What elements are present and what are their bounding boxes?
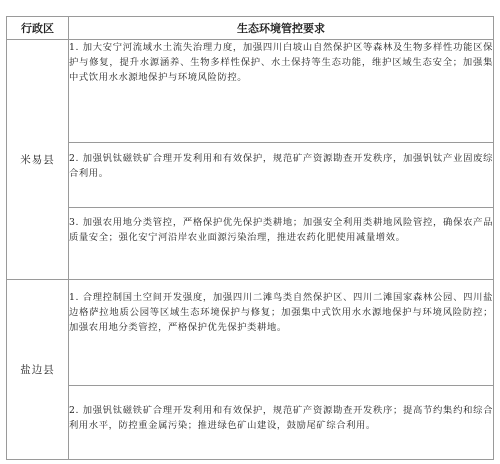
table-row xyxy=(7,386,494,460)
requirement-cell xyxy=(69,143,494,208)
table-row xyxy=(7,208,494,280)
region-miyi: 米易县 xyxy=(7,40,69,280)
requirement-cell xyxy=(69,386,494,460)
table-header-row xyxy=(7,17,494,40)
header-region: 行政区 xyxy=(7,17,69,40)
requirement-cell xyxy=(69,208,494,280)
requirement-cell xyxy=(69,280,494,386)
requirement-text: 1. 加大安宁河流域水土流失治理力度，加强四川白坡山自然保护区等森林及生物多样性功能区保护与修复，提升水源涵养、生物多样性保护、水土保持等生态功能，维护区域生态安全；加强集中式饮用水水源地保护与环境风险防控。 xyxy=(69,42,493,83)
table-row xyxy=(7,280,494,386)
eco-control-table xyxy=(6,16,494,460)
requirement-cell xyxy=(69,40,494,143)
table-row xyxy=(7,143,494,208)
requirement-text: 2. 加强钒钛磁铁矿合理开发利用和有效保护，规范矿产资源勘查开发秩序，加强钒钛产业固废综合利用。 xyxy=(69,153,493,179)
requirement-text: 2. 加强钒钛磁铁矿合理开发利用和有效保护，规范矿产资源勘查开发秩序；提高节约集约和综合利用水平，防控重金属污染；推进绿色矿山建设，鼓励尾矿综合利用。 xyxy=(69,405,493,431)
requirement-text: 3. 加强农用地分类管控，严格保护优先保护类耕地；加强安全利用类耕地风险管控，确保农产品质量安全；强化安宁河沿岸农业面源污染治理，推进农药化肥使用减量增效。 xyxy=(69,217,493,243)
table-row xyxy=(7,40,494,143)
region-yanbian: 盐边县 xyxy=(7,280,69,460)
header-requirements: 生态环境管控要求 xyxy=(69,17,494,40)
requirement-text: 1. 合理控制国土空间开发强度，加强四川二滩鸟类自然保护区、四川二滩国家森林公园、四川盐边格萨拉地质公园等区域生态环境保护与修复；加强集中式饮用水水源地保护与环境风险防控；加强农用地分类管控，严格保护优先保护类耕地。 xyxy=(69,292,493,333)
